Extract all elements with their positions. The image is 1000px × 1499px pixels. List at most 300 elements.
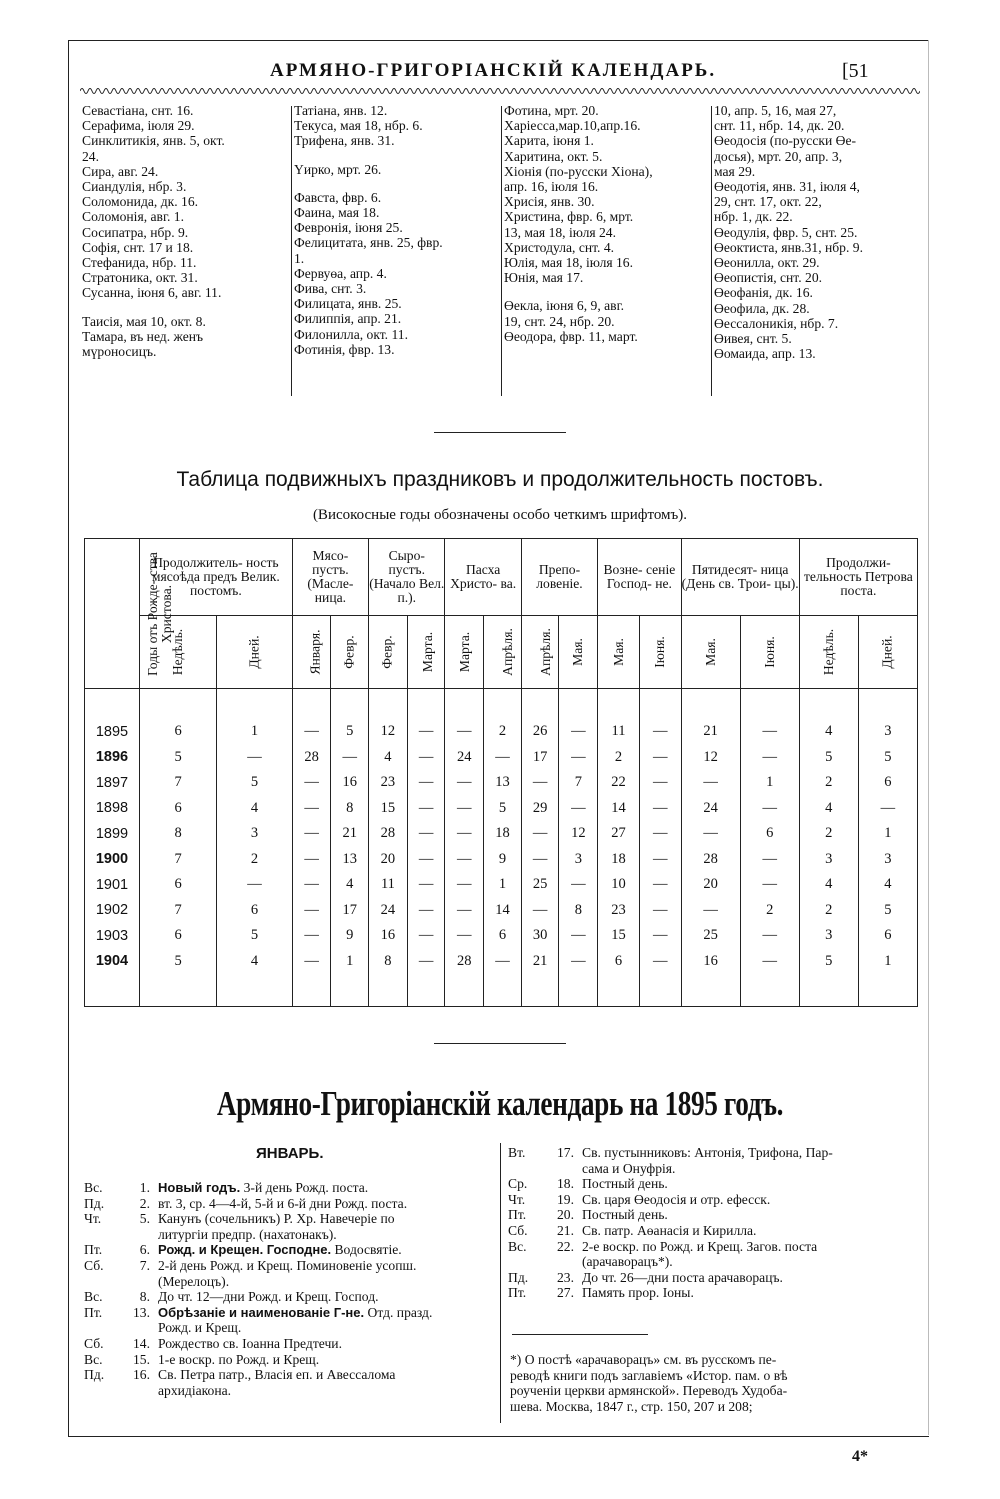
table-cell: 30 [521,923,559,949]
table-cell: 18 [598,847,640,873]
name-entry: Сусанна, іюня 6, авг. 11. [82,285,222,301]
day-text-bold: Новый годъ. [158,1180,241,1195]
year-cell: 1895 [85,689,140,745]
day-entry [508,1161,920,1177]
year-cell: 1898 [85,796,140,822]
table-cell: — [681,821,740,847]
day-number: 16. [133,1367,150,1383]
table-cell: — [559,872,598,898]
table-cell: 16 [369,923,408,949]
day-text: сама и Онуфрія. [582,1160,676,1176]
day-entry [84,1336,496,1352]
table-cell: 5 [217,923,292,949]
table-cell: — [292,796,331,822]
table-cell: 17 [521,745,559,771]
names-column-4 [714,103,924,361]
table-cell: 22 [598,770,640,796]
table-cell: — [407,949,445,1007]
column-subheader [740,616,799,689]
table-cell: 21 [331,821,369,847]
page-number: [51 [842,60,869,82]
table-cell: — [292,949,331,1007]
table-cell: 3 [858,847,917,873]
table-cell: 4 [217,796,292,822]
column-group-header: Мясо- пустъ. (Масле- ница. [292,539,368,616]
name-entry: Фотина, мрт. 20. [504,103,599,118]
weekday: Вс. [508,1238,527,1254]
name-entry: Трифена, янв. 31. [294,133,395,149]
day-text: Постный день. [582,1207,668,1223]
table-cell: — [292,821,331,847]
column-subheader-label: Дней. [879,635,895,669]
table-cell: 6 [217,898,292,924]
column-subheader [407,616,445,689]
name-entry [294,149,499,162]
name-entry: Фавста, фвр. 6. [294,189,382,205]
day-number: 2. [139,1195,150,1211]
name-entry: 29, снт. 17, окт. 22, [714,194,822,210]
table-cell: — [559,923,598,949]
table-cell: 5 [799,949,858,1007]
table-cell: 1 [740,770,799,796]
table-cell: — [407,821,445,847]
name-entry: Филиппія, апр. 21. [294,311,402,327]
day-text: Св. Петра патр., Власія еп. и Авессалома [158,1367,396,1383]
name-entry: Фива, снт. 3. [294,281,367,297]
table-row [85,821,918,847]
day-text: Св. царя Өеодосія и отр. ефесск. [582,1191,771,1207]
name-entry: Өессалоникія, нбр. 7. [714,315,839,331]
day-text: До чт. 26—дни поста арачаворацъ. [582,1269,783,1285]
column-group-header: Продолжитель- ность мясоѣда предъ Велик. постомъ. [139,539,292,616]
table-title: Таблица подвижныхъ праздниковъ и продолжительность постовъ. [176,468,824,491]
table-cell: — [559,949,598,1007]
table-cell: — [740,923,799,949]
table-cell: — [559,689,598,745]
header-wavy-rule [80,86,920,96]
table-cell: 15 [598,923,640,949]
table-cell: 7 [139,847,216,873]
column-subheader [331,616,369,689]
table-cell: 2 [799,770,858,796]
name-entry: Өеонилла, окт. 29. [714,255,820,271]
table-cell: 5 [217,770,292,796]
table-cell: 12 [369,689,408,745]
day-text: Св. патр. Аөанасія и Кирилла. [582,1222,757,1238]
name-entry: Өеодора, фвр. 11, март. [504,328,638,344]
table-cell: 18 [484,821,522,847]
weekday [508,1161,548,1177]
table-cell: 2 [598,745,640,771]
day-number [548,1161,574,1177]
page-header: АРМЯНО-ГРИГОРІАНСКІЙ КАЛЕНДАРЬ. [270,60,717,81]
name-entry: Өеоктиста, янв.31, нбр. 9. [714,239,863,255]
column-group-header: Пятидесят- ница (День св. Трои- цы). [681,539,799,616]
name-entry: нбр. 1, дк. 22. [714,209,793,225]
name-entry: Харитина, окт. 5. [504,148,603,164]
weekday: Ср. [508,1176,528,1192]
page-frame-right [928,40,929,1435]
name-entry: снт. 11, нбр. 14, дк. 20. [714,118,845,134]
name-entry: Серафима, іюля 29. [82,118,195,134]
name-entry: Татіана, янв. 12. [294,103,388,118]
table-cell: 4 [858,872,917,898]
day-entry [84,1227,496,1243]
table-cell: — [292,689,331,745]
section-rule [434,432,566,433]
table-cell: 6 [740,821,799,847]
table-cell: — [740,796,799,822]
column-subheader [639,616,681,689]
table-cell: 8 [369,949,408,1007]
name-entry: Өомаида, апр. 13. [714,346,816,362]
column-subheader-label: Апрѣля. [499,628,515,676]
name-entry: Өеодулія, фвр. 5, снт. 25. [714,224,858,240]
column-subheader [559,616,598,689]
table-row [85,796,918,822]
day-entry [84,1289,496,1305]
day-text: Канунъ (сочельникъ) Р. Хр. Навечеріе по [158,1211,395,1227]
day-entry [508,1239,920,1255]
weekday: Пт. [508,1285,527,1301]
table-cell: 1 [858,949,917,1007]
day-entry [84,1305,496,1321]
weekday: Пд. [84,1195,105,1211]
footnote-line: роученіи церкви армянской». Переводъ Худоба- [510,1383,788,1399]
table-cell: — [217,745,292,771]
table-cell: 6 [139,689,216,745]
column-group-header: Препо- ловеніе. [521,539,597,616]
day-entry [508,1285,920,1301]
table-cell: 3 [559,847,598,873]
table-cell: 13 [484,770,522,796]
day-number: 27. [557,1285,574,1301]
weekday: Вс. [84,1180,103,1195]
table-row [85,923,918,949]
table-row [85,847,918,873]
day-entry [508,1145,920,1161]
table-cell: 4 [369,745,408,771]
day-text: Св. пустынниковъ: Антонія, Трифона, Пар- [582,1145,833,1160]
day-number [124,1227,150,1243]
weekday [84,1227,124,1243]
day-entry [84,1367,496,1383]
table-cell: 11 [598,689,640,745]
day-number: 17. [557,1145,574,1160]
column-subheader-label: Марта. [419,631,435,673]
table-cell: — [521,770,559,796]
table-cell: — [639,847,681,873]
day-number: 19. [557,1191,574,1207]
day-text: архидіакона. [158,1382,232,1398]
name-entry: Фаина, мая 18. [294,205,380,221]
table-cell: 8 [559,898,598,924]
day-number [124,1274,150,1290]
day-entry [84,1196,496,1212]
day-text-bold: Обрѣзаніе и наименованіе Г-не. [158,1304,365,1320]
column-group-header: Возне- сеніе Господ- не. [598,539,681,616]
name-entry: Соломонія, авг. 1. [82,209,184,225]
year-cell: 1899 [85,821,140,847]
table-cell: 28 [445,949,484,1007]
table-row [85,872,918,898]
table-cell: 2 [799,898,858,924]
footnote-rule [512,1334,648,1335]
table-cell: — [292,872,331,898]
day-entry [508,1254,920,1270]
table-row [85,770,918,796]
table-cell: — [445,770,484,796]
day-text: Рождество св. Іоанна Предтечи. [158,1335,342,1351]
table-cell: — [407,923,445,949]
name-entry: мүроносицъ. [82,344,157,360]
year-cell: 1897 [85,770,140,796]
table-cell: — [445,821,484,847]
table-cell: 21 [521,949,559,1007]
table-cell: 5 [331,689,369,745]
column-subheader-label: Января. [307,629,323,675]
table-cell: 15 [369,796,408,822]
table-cell: 4 [799,689,858,745]
table-cell: 24 [369,898,408,924]
column-subheader-label: Февр. [341,635,357,669]
table-cell: — [407,872,445,898]
name-entry: Сиандулія, нбр. 3. [82,179,187,195]
name-entry: 1. [294,250,305,266]
weekday [84,1383,124,1399]
name-entry: Филицата, янв. 25. [294,296,402,312]
table-cell: 28 [292,745,331,771]
table-cell: 8 [331,796,369,822]
column-subheader [598,616,640,689]
column-subheader [217,616,292,689]
name-entry: Севастіана, снт. 16. [82,103,194,118]
column-subheader [681,616,740,689]
table-cell: 6 [139,796,216,822]
names-column-2 [294,103,499,357]
day-entry [84,1258,496,1274]
day-number: 23. [557,1269,574,1285]
day-text: 2-й день Рожд. и Крещ. Поминовеніе усопш. [158,1257,417,1273]
weekday: Сб. [508,1222,528,1238]
column-subheader-label: Мая. [570,638,586,666]
table-cell: 2 [799,821,858,847]
name-entry: Хіонія (по-русски Хіона), [504,163,653,179]
table-cell: 1 [217,689,292,745]
table-cell: 2 [740,898,799,924]
table-cell: 5 [799,745,858,771]
day-number: 22. [557,1238,574,1254]
year-column-header: Годы отъ Рожде- ства Христова. [85,539,140,689]
table-cell: 17 [331,898,369,924]
name-entry [82,301,292,314]
name-entry: Синклитикія, янв. 5, окт. [82,133,225,149]
table-cell: — [292,770,331,796]
names-column-3 [504,103,709,344]
table-cell: — [639,872,681,898]
table-cell: 20 [369,847,408,873]
table-cell: — [407,770,445,796]
table-cell: 6 [858,923,917,949]
table-cell: 6 [858,770,917,796]
table-cell: 9 [331,923,369,949]
day-entry [84,1274,496,1290]
name-entry: Харіесса,мар.10,апр.16. [504,118,641,134]
table-cell: 7 [139,770,216,796]
table-cell: — [407,689,445,745]
column-subheader-label: Мая. [702,638,718,666]
table-cell: 23 [598,898,640,924]
name-entry: Харита, іюня 1. [504,133,594,149]
day-entry [84,1383,496,1399]
table-cell: 6 [484,923,522,949]
day-entry [508,1176,920,1192]
table-row [85,898,918,924]
day-entry [84,1211,496,1227]
table-cell: — [681,770,740,796]
table-cell: — [445,847,484,873]
table-cell: 25 [521,872,559,898]
name-entry: Үирко, мрт. 26. [294,161,382,177]
table-cell: — [217,872,292,898]
column-subheader-label: Іюня. [652,636,668,668]
day-entry [508,1270,920,1286]
name-entry: Христина, фвр. 6, мрт. [504,209,634,225]
day-text: До чт. 12—дни Рожд. и Крещ. Господ. [158,1289,379,1305]
column-divider [291,106,292,396]
name-entry: Өеофила, дк. 28. [714,300,810,316]
table-cell: — [445,689,484,745]
day-entry [84,1352,496,1368]
january-days-right [508,1145,920,1301]
table-cell: 5 [139,745,216,771]
table-cell: — [639,745,681,771]
day-entry [84,1180,496,1196]
weekday: Вс. [84,1351,103,1367]
table-cell: — [740,872,799,898]
day-entry [508,1192,920,1208]
column-subheader-label: Февр. [379,635,395,669]
weekday: Пд. [508,1269,529,1285]
table-cell: 28 [369,821,408,847]
day-text: 1-е воскр. по Рожд. и Крещ. [158,1351,320,1367]
table-cell: — [484,745,522,771]
table-cell: 8 [139,821,216,847]
day-entry [508,1207,920,1223]
table-cell: 27 [598,821,640,847]
footnote-line: реводѣ книги подъ заглавіемъ «Истор. пам. о вѣ [510,1367,788,1383]
table-cell: 4 [799,872,858,898]
name-entry: досья), мрт. 20, апр. 3, [714,148,843,164]
year-cell: 1896 [85,745,140,771]
name-entry: 10, апр. 5, 16, мая 27, [714,103,837,118]
table-cell: 24 [681,796,740,822]
name-entry: Сосипатра, нбр. 9. [82,224,189,240]
table-cell: — [292,898,331,924]
name-entry: Юлія, мая 18, іюля 16. [504,255,634,271]
table-cell: 5 [858,898,917,924]
table-cell: — [740,745,799,771]
table-cell: — [639,949,681,1007]
table-cell: 6 [598,949,640,1007]
table-cell: — [407,898,445,924]
day-number: 14. [133,1335,150,1351]
table-cell: 26 [521,689,559,745]
table-cell: — [445,872,484,898]
table-cell: — [559,796,598,822]
footnote-line: шева. Москва, 1847 г., стр. 150, 207 и 208; [510,1398,753,1414]
table-cell: — [639,770,681,796]
day-text: Обрѣзаніе и наименованіе Г-не. Отд. празд. [158,1304,433,1320]
table-cell: 21 [681,689,740,745]
day-number: 7. [139,1257,150,1273]
day-number: 5. [139,1211,150,1227]
table-cell: 1 [484,872,522,898]
column-divider [711,106,712,396]
table-cell: — [639,821,681,847]
table-cell: — [292,923,331,949]
day-text: Новый годъ. 3-й день Рожд. поста. [158,1180,369,1195]
day-number: 6. [139,1242,150,1258]
weekday [84,1274,124,1290]
table-row [85,949,918,1007]
table-cell: — [639,689,681,745]
table-cell: — [331,745,369,771]
table-cell: — [407,847,445,873]
table-cell: 4 [217,949,292,1007]
column-group-header: Сыро- пустъ. (Начало Вел. п.). [369,539,445,616]
column-subheader [521,616,559,689]
section-rule [434,1043,566,1044]
table-cell: 6 [139,923,216,949]
weekday: Сб. [84,1335,104,1351]
table-cell: 5 [139,949,216,1007]
column-subheader-label: Марта. [457,631,473,673]
day-text-bold: Рожд. и Крещен. Господне. [158,1242,332,1258]
table-cell: 5 [858,745,917,771]
column-subheader-label: Недѣль. [170,628,186,676]
day-text: (Мерелоцъ). [158,1273,230,1289]
name-entry: Юнія, мая 17. [504,270,584,286]
name-entry: Сира, авг. 24. [82,163,159,179]
signature-mark: 4* [852,1448,868,1465]
table-cell: 3 [799,923,858,949]
table-cell: — [740,949,799,1007]
column-subheader [292,616,331,689]
table-cell: 3 [217,821,292,847]
day-text: (арачаворацъ*). [582,1254,673,1270]
day-text: Постный день. [582,1176,668,1192]
day-entry [84,1242,496,1258]
name-entry: Тамара, въ нед. женъ [82,328,204,344]
table-cell: — [639,796,681,822]
table-cell: 11 [369,872,408,898]
name-entry: Өивея, снт. 5. [714,331,792,347]
table-cell: — [521,847,559,873]
table-cell: 1 [331,949,369,1007]
year-cell: 1903 [85,923,140,949]
table-cell: 3 [858,689,917,745]
table-cell: 28 [681,847,740,873]
name-entry [504,285,709,298]
table-cell: — [559,745,598,771]
column-subheader-label: Недѣль. [820,628,836,676]
day-text: Рожд. и Крещ. [158,1320,242,1336]
table-cell: 4 [331,872,369,898]
name-entry: Хрисія, янв. 30. [504,194,595,210]
day-text: Рожд. и Крещен. Господне. Водосвятіе. [158,1242,402,1258]
table-cell: 7 [559,770,598,796]
